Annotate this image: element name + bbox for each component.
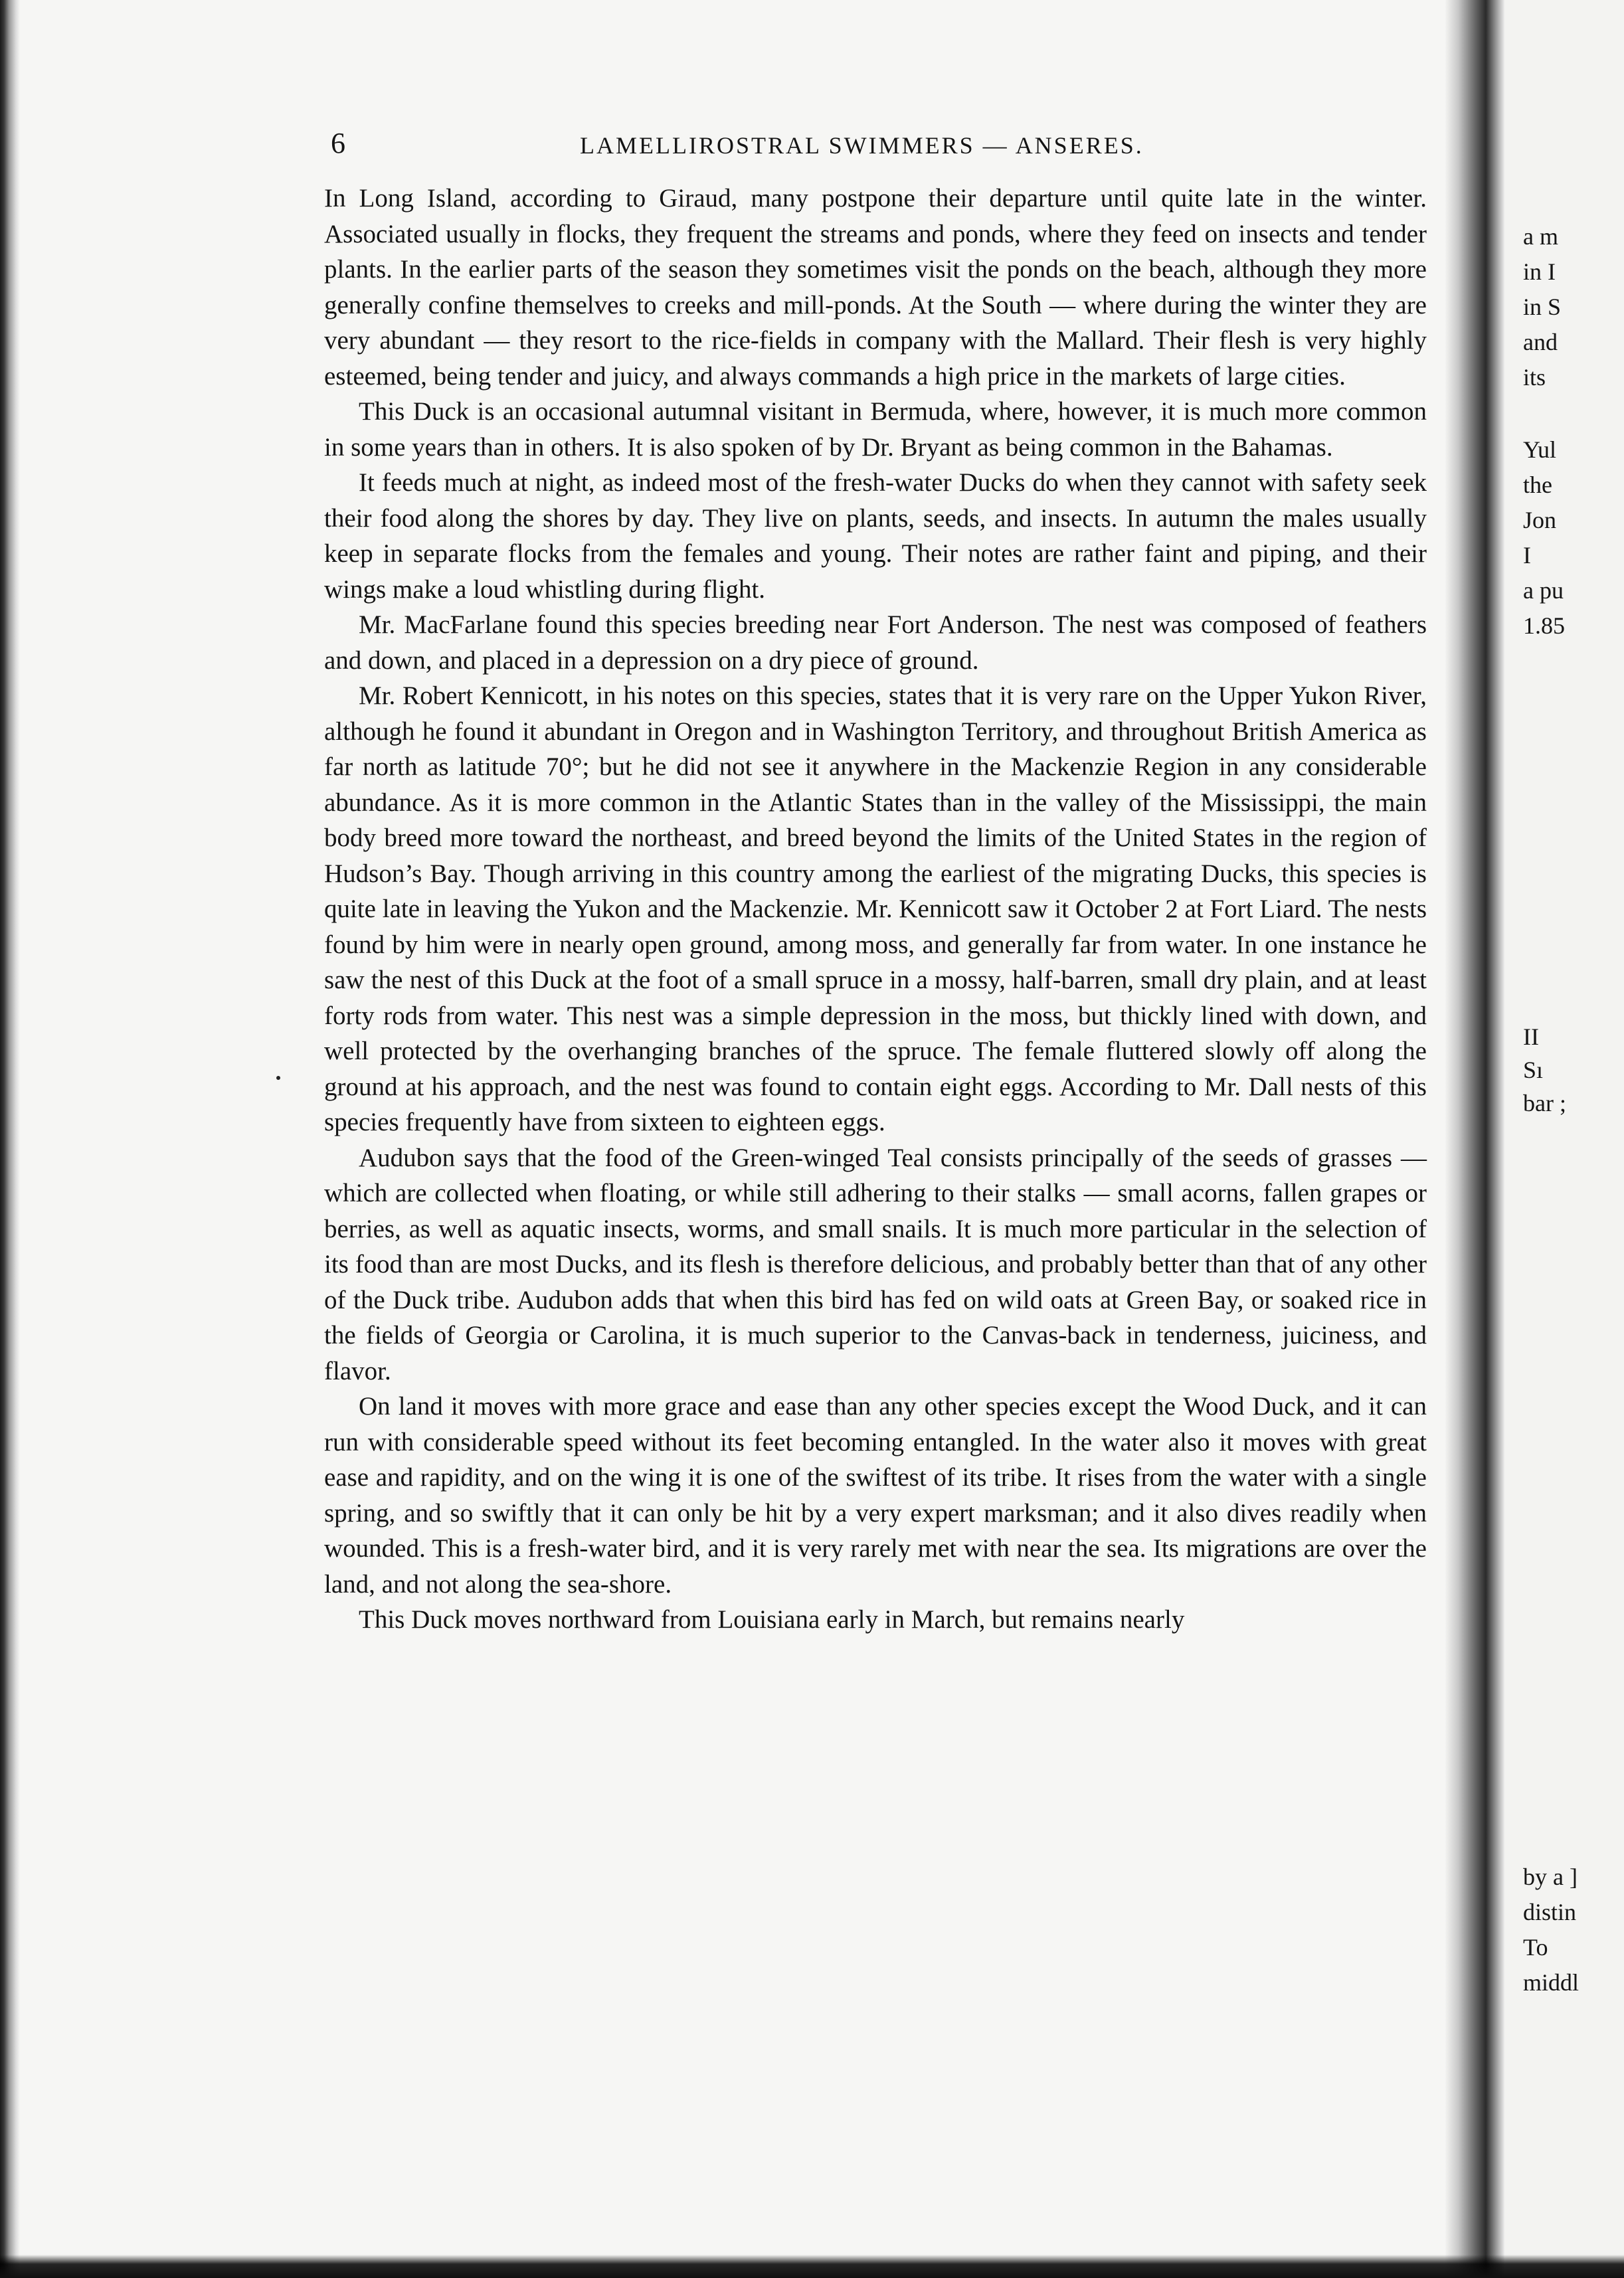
paragraph: This Duck moves northward from Louisiana early in March, but remains nearly xyxy=(359,1605,1185,1634)
adjacent-page-fragment: and xyxy=(1523,329,1558,355)
scan-bottom-edge xyxy=(0,2255,1624,2278)
adjacent-page-fragment: its xyxy=(1523,364,1546,391)
adjacent-page-fragment: Sı xyxy=(1523,1057,1544,1083)
adjacent-page-fragment: the xyxy=(1523,472,1552,498)
running-head xyxy=(324,126,1427,166)
paragraph: Mr. Robert Kennicott, in his notes on this species, states that it is very rare on the Upper Yukon River, although he found it abundant in Oregon and in Washington Territory, and throughout British America as far north as latitude 70°; but he did not see it anywhere in the Mackenzie Region in any considerable abundance. As it is more common in the Atlantic States than in the valley of the Mississippi, the main body breed more toward the northeast, and breed beyond the limits of the United States in the region of Hudson’s Bay. Though arriving in this country among the earliest of the migrating Ducks, this species is quite late in leaving the Yukon and the Mackenzie. Mr. Kennicott saw it October 2 at Fort Liard. The nests found by him were in nearly open ground, among moss, and generally far from water. In one instance he saw the nest of this Duck at the foot of a small spruce in a mossy, half-barren, small dry plain, and at least forty rods from water. This nest was a simple depression in the moss, but thickly lined with down, and well protected by the overhanging branches of the spruce. The female fluttered slowly off along the ground at his approach, and the nest was found to contain eight eggs. According to Mr. Dall nests of this species frequently have from sixteen to eighteen eggs. xyxy=(324,681,1427,1136)
adjacent-page-fragment: Yul xyxy=(1523,436,1557,463)
page-gutter xyxy=(1445,0,1504,2278)
adjacent-page-fragment: by a ] xyxy=(1523,1864,1578,1890)
running-title: LAMELLIROSTRAL SWIMMERS — ANSERES. xyxy=(580,132,1144,159)
adjacent-page-fragment: 1.85 xyxy=(1523,612,1565,639)
adjacent-page-fragment: a pu xyxy=(1523,577,1564,604)
adjacent-page-fragment: To xyxy=(1523,1934,1548,1961)
paragraph: On land it moves with more grace and ease than any other species except the Wood Duck, and it can run with considerable speed without its feet becoming entangled. In the water also it moves with great ease and rapidity, and on the wing it is one of the swiftest of its tribe. It rises from the water with a single spring, and so swiftly that it can only be hit by a very expert marksman; and it also dives readily when wounded. This is a fresh-water bird, and it is very rarely met with near the sea. Its migrations are over the land, and not along the sea-shore. xyxy=(324,1392,1427,1599)
margin-mark xyxy=(276,1076,280,1080)
paragraph: Audubon says that the food of the Green-winged Teal consists principally of the seeds of grasses — which are collected when floating, or while still adhering to their stalks — small acorns, fallen grapes or berries, as well as aquatic insects, worms, and small snails. It is much more particular in the selection of its food than are most Ducks, and its flesh is therefore delicious, and probably better than that of any other of the Duck tribe. Audubon adds that when this bird has fed on wild oats at Green Bay, or soaked rice in the fields of Georgia or Carolina, it is much superior to the Canvas-back in tenderness, juiciness, and flavor. xyxy=(324,1143,1427,1385)
paragraph: Mr. MacFarlane found this species breeding near Fort Anderson. The nest was composed of feathers and down, and placed in a depression on a dry piece of ground. xyxy=(324,610,1427,675)
paragraph: This Duck is an occasional autumnal visitant in Bermuda, where, however, it is much more common in some years than in others. It is also spoken of by Dr. Bryant as being common in the Bahamas. xyxy=(324,397,1427,462)
adjacent-page-fragment: middl xyxy=(1523,1969,1579,1996)
page-number: 6 xyxy=(331,127,346,159)
adjacent-page-fragment: in S xyxy=(1523,294,1562,320)
adjacent-page-fragment: a m xyxy=(1523,223,1558,250)
binding-edge xyxy=(0,0,20,2278)
body-text xyxy=(324,181,1427,1638)
adjacent-page-edge xyxy=(1504,0,1624,2278)
adjacent-page-fragment: bar ; xyxy=(1523,1090,1566,1116)
adjacent-page-fragment: Jon xyxy=(1523,507,1557,533)
book-page xyxy=(324,126,1427,1638)
paragraph: In Long Island, according to Giraud, many postpone their departure until quite late in the winter. Associated usually in flocks, they frequent the streams and ponds, where they feed on insects and tender plants. In the earlier parts of the season they sometimes visit the ponds on the beach, although they more generally confine themselves to creeks and mill-ponds. At the South — where during the winter they are very abundant — they resort to the rice-fields in company with the Mallard. Their flesh is very highly esteemed, being tender and juicy, and always commands a high price in the markets of large cities. xyxy=(324,184,1427,391)
paragraph: It feeds much at night, as indeed most of the fresh-water Ducks do when they cannot with safety seek their food along the shores by day. They live on plants, seeds, and insects. In autumn the males usually keep in separate flocks from the females and young. Their notes are rather faint and piping, and their wings make a loud whistling during flight. xyxy=(324,468,1427,604)
adjacent-page-fragment: II xyxy=(1523,1023,1539,1050)
adjacent-page-fragment: in I xyxy=(1523,258,1556,285)
adjacent-page-fragment: I xyxy=(1523,542,1531,569)
adjacent-page-fragment: distin xyxy=(1523,1899,1577,1925)
